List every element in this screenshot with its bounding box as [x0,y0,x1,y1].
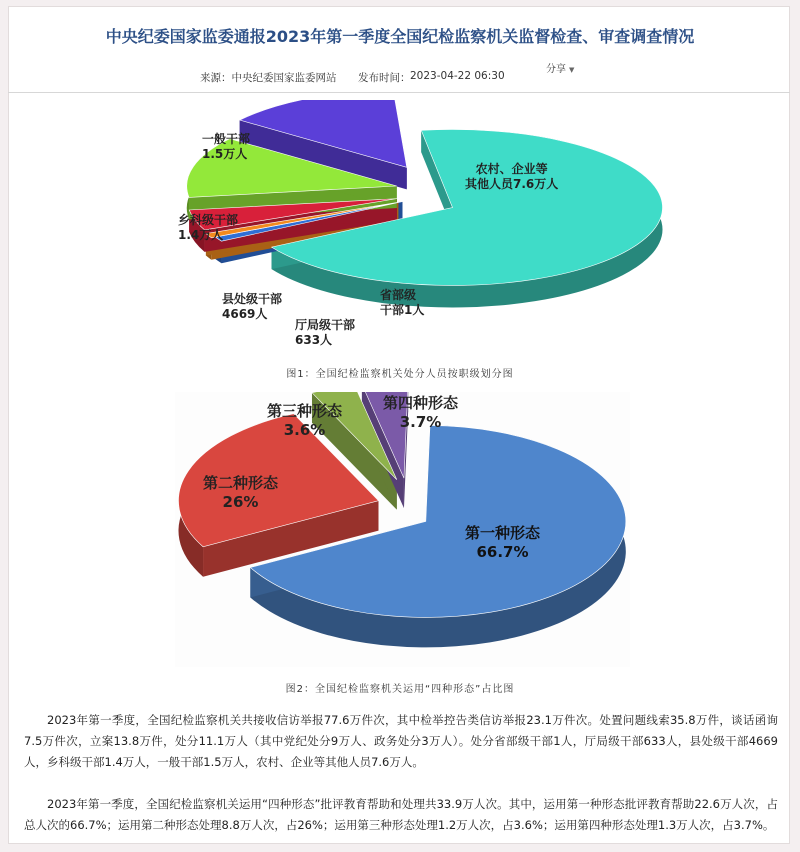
publish-time: 2023-04-22 06:30 [410,70,505,82]
chart2-caption: 图2：全国纪检监察机关运用“四种形态”占比图 [285,684,515,695]
chart1-label-other: 农村、企业等 其他人员7.6万人 [465,162,559,191]
chart1-label-county: 县处级干部 4669人 [222,292,283,321]
source-text: 来源：中央纪委国家监委网站 [200,72,337,84]
share-button[interactable] [546,60,574,75]
chart1-label-bureau: 厅局级干部 633人 [295,318,356,347]
paragraph-2: 2023年第一季度，全国纪检监察机关运用“四种形态”批评教育帮助和处理共33.9万人次。其中，运用第一种形态批评教育帮助22.6万人次，占总人次的66.7%；运用第二种形态处理8.8万人次，占26%；运用第三种形态处理1.2万人次，占3.6%；运用第四种形态处理1.3万人次，占3.7%。 [24,797,778,832]
chart1-label-township: 乡科级干部 1.4万人 [178,213,239,242]
publish-time-label: 发布时间： [358,72,411,84]
chart2-svg [175,392,630,667]
chart1-label-general: 一般干部 1.5万人 [202,132,251,161]
page-title: 中央纪委国家监委通报2023年第一季度全国纪检监察机关监督检查、审查调查情况 [105,27,695,46]
chart2-label-first: 第一种形态 66.7% [465,524,541,561]
paragraph-1: 2023年第一季度，全国纪检监察机关共接收信访举报77.6万件次，其中检举控告类信访举报23.1万件次。处置问题线索35.8万件，谈话函询7.5万件次，立案13.8万件，处分11.1万人（其中党纪处分9万人、政务处分3万人）。处分省部级干部1人，厅局级干部633人，县处级干部4669人，乡科级干部1.4万人，一般干部1.5万人，农村、企业等其他人员7.6万人。 [24,713,778,769]
divider [8,92,790,93]
share-label: 分享 [546,64,566,75]
chart-rank-distribution [130,100,670,345]
chart2-label-fourth: 第四种形态 3.7% [383,394,459,431]
chart2-label-third: 第三种形态 3.6% [267,402,343,439]
chevron-down-icon: ▼ [569,66,575,74]
chart-four-forms [175,392,630,667]
chart2-label-second: 第二种形态 26% [203,474,279,511]
chart1-caption: 图1：全国纪检监察机关处分人员按职级划分图 [286,369,514,380]
chart1-label-provincial: 省部级 干部1人 [380,288,425,317]
